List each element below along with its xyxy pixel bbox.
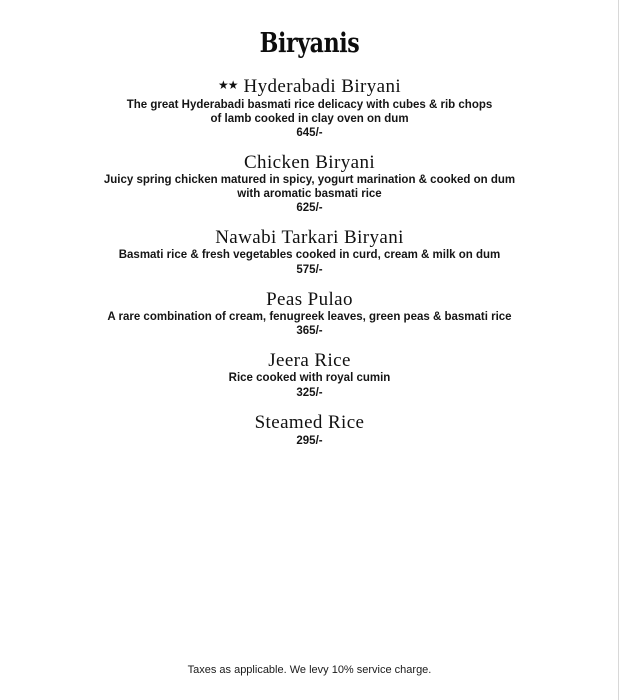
- menu-item-hyderabadi-biryani: [0, 76, 619, 140]
- menu-item-description: The great Hyderabadi basmati rice delicacy with cubes & rib chops of lamb cooked in clay oven on dum: [126, 99, 493, 125]
- menu-item-price: 645/-: [296, 127, 323, 139]
- menu-item-price: 625/-: [296, 202, 323, 214]
- menu-item-price: 575/-: [296, 263, 323, 276]
- menu-item-name: Steamed Rice: [254, 411, 365, 433]
- menu-item-name-line: [0, 76, 619, 99]
- menu-item-description: Rice cooked with royal cumin: [228, 372, 391, 384]
- menu-title: Biryanis: [259, 28, 360, 59]
- menu-item-price: 295/-: [296, 434, 323, 447]
- menu-items-list: [0, 76, 619, 460]
- tax-note: Taxes as applicable. We levy 10% service charge.: [187, 664, 432, 676]
- menu-item-nawabi-tarkari-biryani: [0, 227, 619, 277]
- menu-item-description: A rare combination of cream, fenugreek leaves, green peas & basmati rice: [107, 310, 512, 323]
- menu-item-chicken-biryani: [0, 152, 619, 215]
- menu-item-price: 365/-: [296, 325, 323, 337]
- menu-item-peas-pulao: [0, 289, 619, 339]
- menu-item-description: Basmati rice & fresh vegetables cooked in curd, cream & milk on dum: [118, 249, 501, 261]
- menu-item-name: Peas Pulao: [266, 288, 353, 310]
- menu-item-name: Nawabi Tarkari Biryani: [215, 227, 404, 248]
- menu-item-description: Juicy spring chicken matured in spicy, yogurt marination & cooked on dum with aromatic basmati rice: [103, 174, 516, 200]
- menu-item-price: 325/-: [296, 386, 323, 399]
- menu-item-jeera-rice: [0, 350, 619, 400]
- menu-item-name: Hyderabadi Biryani: [243, 76, 402, 97]
- menu-item-name: Chicken Biryani: [243, 152, 376, 173]
- menu-item-name: Jeera Rice: [268, 350, 351, 371]
- star-icon: ★★: [217, 78, 238, 92]
- menu-item-steamed-rice: [0, 412, 619, 448]
